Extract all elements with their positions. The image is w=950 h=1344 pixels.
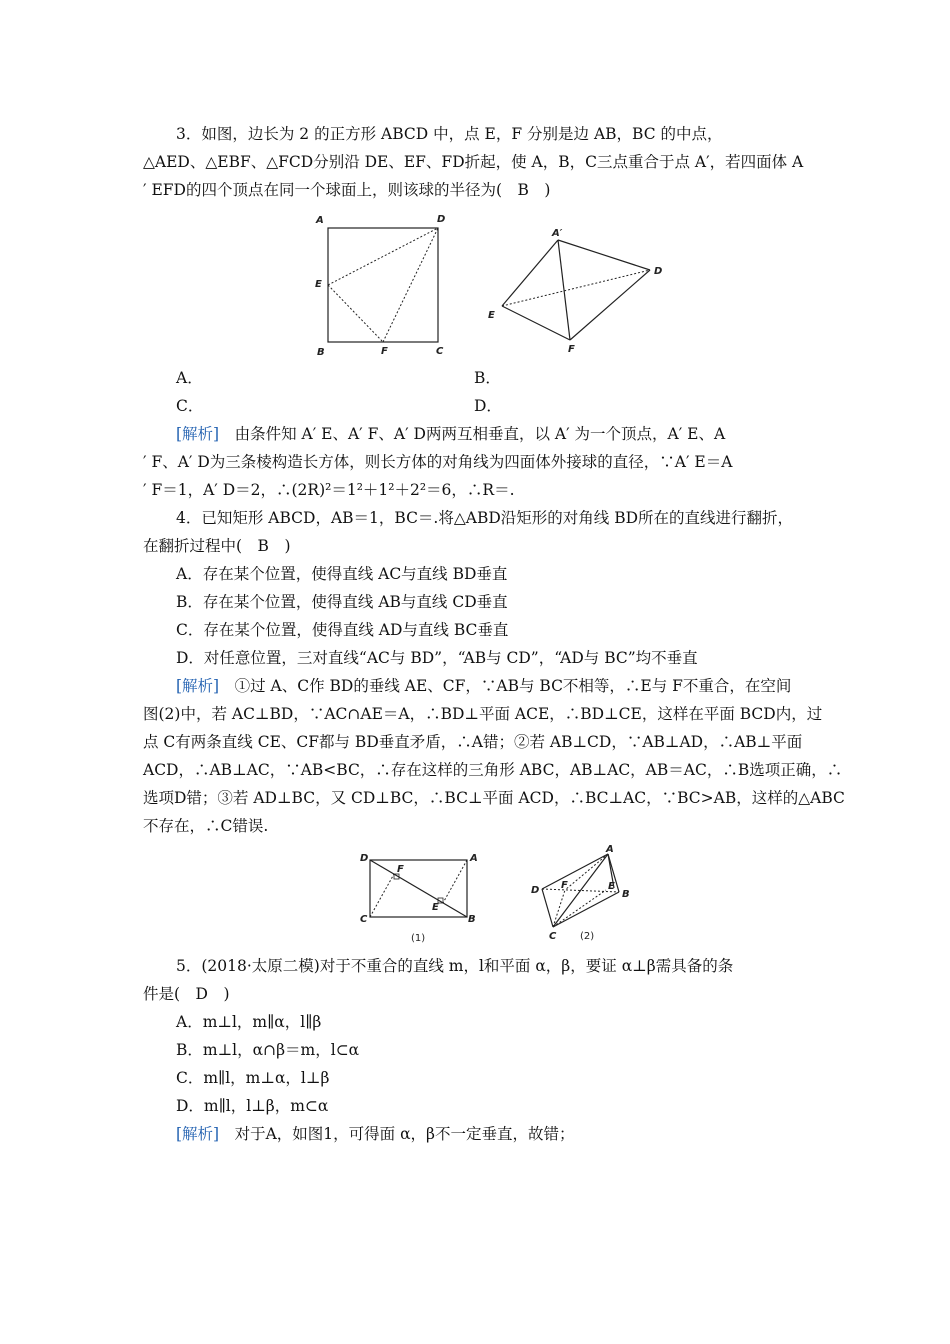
q3-tetrahedron-figure — [482, 220, 672, 360]
q5-option-c: C．m∥l，m⊥α，l⊥β — [176, 1069, 330, 1087]
label-d: D — [654, 266, 663, 277]
q4-text-line-1: 4．已知矩形 ABCD，AB＝1，BC＝.将△ABD沿矩形的对角线 BD所在的直线进行翻折， — [176, 509, 794, 527]
label-a: A — [316, 215, 324, 226]
q3-text-line-2: △AED、△EBF、△FCD分别沿 DE、EF、FD折起，使 A，B，C三点重合于点 A′，若四面体 A — [143, 153, 804, 171]
svg-text:D: D — [360, 853, 369, 864]
label-a-prime: A′ — [552, 228, 563, 239]
q4-folded-figure — [528, 842, 638, 947]
q4-analysis-line-3: 点 C有两条直线 CE、CF都与 BD垂直矛盾，∴A错；②若 AB⊥CD，∵AB⊥AD，∴AB⊥平面 — [143, 733, 803, 751]
q4-option-c: C．存在某个位置，使得直线 AD与直线 BC垂直 — [176, 621, 509, 639]
q4-rectangle-figure — [355, 848, 485, 948]
q5-analysis-line-1: [解析] 对于A，如图1，可得面 α，β不一定垂直，故错； — [176, 1125, 575, 1143]
fold-line-fd — [383, 228, 438, 342]
q3-option-b: B． — [474, 369, 501, 387]
analysis-tag: [解析] — [176, 1125, 220, 1143]
q4-analysis-line-4: ACD，∴AB⊥AC，∵AB<BC，∴存在这样的三角形 ABC，AB⊥AC，AB＝AC，∴B选项正确，∴ — [143, 761, 843, 779]
q3-square-figure — [310, 208, 460, 358]
q3-text-line-1: 3．如图，边长为 2 的正方形 ABCD 中，点 E，F 分别是边 AB，BC 的中点， — [176, 125, 723, 143]
q4-analysis-line-6: 不存在，∴C错误. — [143, 817, 269, 835]
q3-analysis-line-2: ′ F、A′ D为三条棱构造长方体，则长方体的对角线为四面体外接球的直径，∵A′ E＝A — [143, 453, 733, 471]
svg-text:B: B — [622, 889, 630, 900]
q5-option-a: A．m⊥l，m∥α，l∥β — [176, 1013, 322, 1031]
svg-text:(1): (1) — [411, 933, 426, 944]
q5-text-line-1: 5．(2018·太原二模)对于不重合的直线 m，l和平面 α，β，要证 α⊥β需具备的条 — [176, 957, 734, 975]
label-b: B — [317, 347, 325, 358]
q5-text-line-2: 件是( D ) — [143, 985, 230, 1003]
label-c: C — [436, 346, 444, 357]
fold-line-ef — [328, 285, 383, 342]
q3-option-a: A． — [176, 369, 203, 387]
svg-text:F: F — [397, 864, 404, 875]
q4-option-b: B．存在某个位置，使得直线 AB与直线 CD垂直 — [176, 593, 508, 611]
label-d: D — [437, 214, 446, 225]
analysis-tag: [解析] — [176, 677, 220, 695]
q3-option-d: D． — [474, 397, 502, 415]
q4-analysis-line-2: 图(2)中，若 AC⊥BD，∵AC∩AE＝A，∴BD⊥平面 ACE，∴BD⊥CE，这样在平面 BCD内，过 — [143, 705, 823, 723]
svg-text:(2): (2) — [580, 931, 595, 942]
svg-text:F: F — [561, 880, 568, 891]
q4-text-line-2: 在翻折过程中( B ) — [143, 537, 291, 555]
svg-text:A: A — [606, 844, 614, 855]
fold-line-de — [328, 228, 438, 285]
q3-text-line-3: ′ EFD的四个顶点在同一个球面上，则该球的半径为( B ) — [143, 181, 551, 199]
label-f: F — [568, 344, 575, 355]
label-e: E — [315, 279, 322, 290]
svg-text:C: C — [549, 931, 557, 942]
label-e: E — [488, 310, 495, 321]
svg-text:B: B — [468, 914, 476, 925]
svg-text:E: E — [608, 881, 615, 892]
q3-option-c: C． — [176, 397, 204, 415]
q4-analysis-line-5: 选项D错；③若 AD⊥BC，又 CD⊥BC，∴BC⊥平面 ACD，∴BC⊥AC，∵BC>AB，这样的△ABC — [143, 789, 845, 807]
q3-analysis-line-1: [解析] 由条件知 A′ E、A′ F、A′ D两两互相垂直，以 A′ 为一个顶点，A′ E、A — [176, 425, 726, 443]
svg-text:D: D — [531, 885, 540, 896]
svg-text:A: A — [470, 853, 478, 864]
square-abcd — [328, 228, 438, 342]
q5-option-d: D．m∥l，l⊥β，m⊂α — [176, 1097, 329, 1115]
svg-text:C: C — [360, 914, 368, 925]
label-f: F — [381, 346, 388, 357]
analysis-tag: [解析] — [176, 425, 220, 443]
q4-option-a: A．存在某个位置，使得直线 AC与直线 BD垂直 — [176, 565, 508, 583]
svg-text:E: E — [432, 902, 439, 913]
q4-analysis-line-1: [解析] ①过 A、C作 BD的垂线 AE、CF，∵AB与 BC不相等，∴E与 F不重合，在空间 — [176, 677, 792, 695]
q5-option-b: B．m⊥l，α∩β＝m，l⊂α — [176, 1041, 360, 1059]
q3-analysis-line-3: ′ F＝1，A′ D＝2，∴(2R)²＝1²＋1²＋2²＝6，∴R＝. — [143, 481, 515, 499]
q4-option-d: D．对任意位置，三对直线“AC与 BD”，“AB与 CD”，“AD与 BC”均不垂直 — [176, 649, 698, 667]
